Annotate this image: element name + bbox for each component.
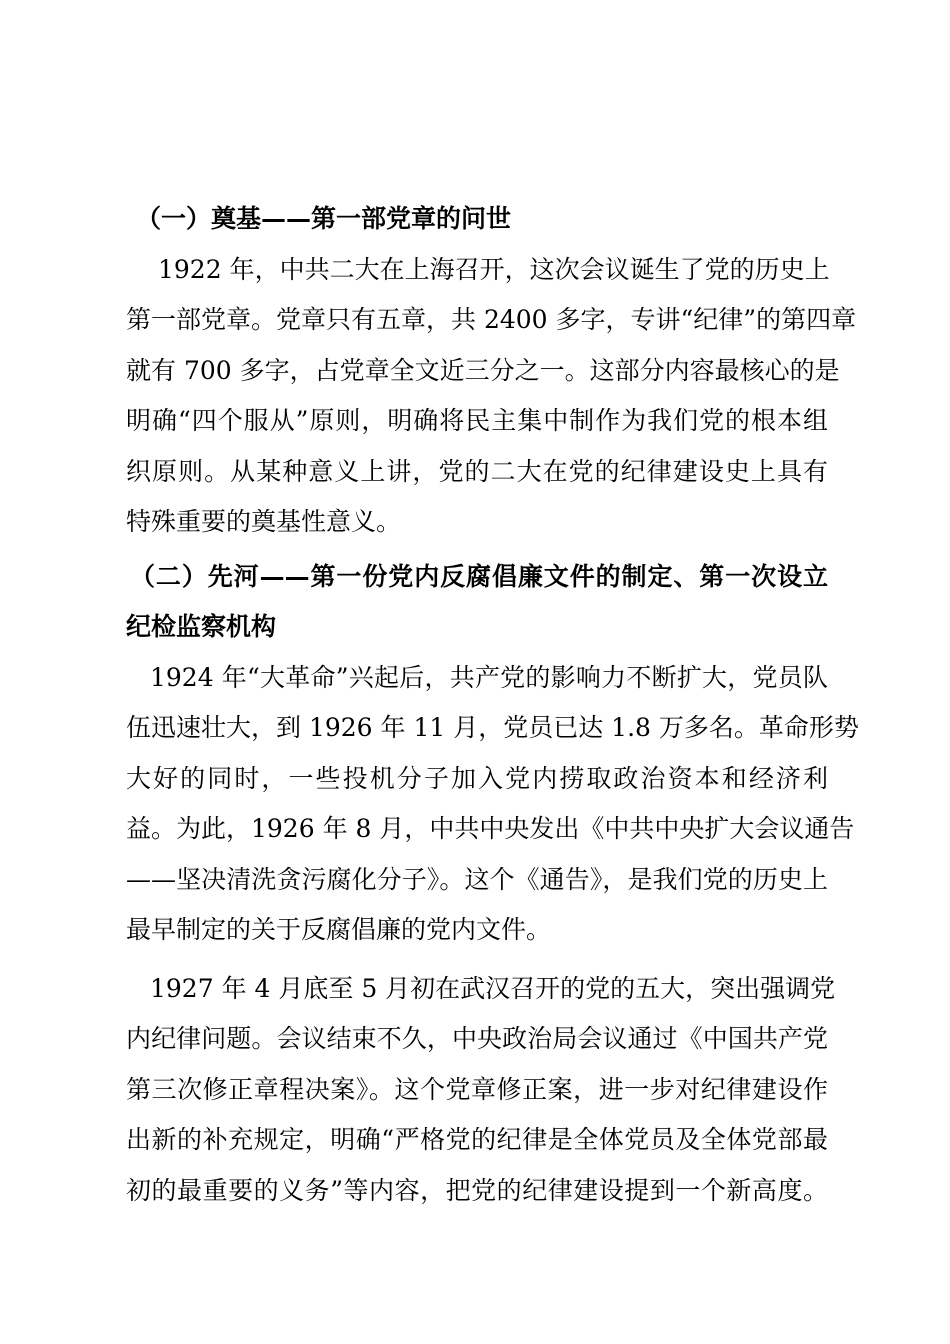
paragraph-line: 第三次修正章程决案》。这个党章修正案，进一步对纪律建设作 [126, 1074, 828, 1104]
document-body [126, 194, 859, 1216]
paragraph-line: 就有 700 多字，占党章全文近三分之一。这部分内容最核心的是 [126, 355, 840, 385]
paragraph-line: 1924 年“大革命”兴起后，共产党的影响力不断扩大，党员队 [150, 662, 828, 692]
paragraph-line: 1922 年，中共二大在上海召开，这次会议诞生了党的历史上 [158, 254, 830, 284]
paragraph-line: 初的最重要的义务”等内容，把党的纪律建设提到一个新高度。 [126, 1175, 828, 1205]
section-heading-line: （二）先河——第一份党内反腐倡廉文件的制定、第一次设立 [130, 561, 828, 591]
paragraph-line: 出新的补充规定，明确“严格党的纪律是全体党员及全体党部最 [126, 1125, 828, 1154]
paragraph-2 [126, 653, 859, 956]
paragraph-line: 特殊重要的奠基性意义。 [126, 507, 402, 536]
paragraph-line: 大好的同时，一些投机分子加入党内捞取政治资本和经济利 [126, 763, 828, 793]
paragraph-line: 最早制定的关于反腐倡廉的党内文件。 [126, 915, 552, 944]
paragraph-3 [126, 964, 836, 1217]
paragraph-line: ——坚决清洗贪污腐化分子》。这个《通告》，是我们党的历史上 [126, 864, 828, 894]
section-heading-line: 纪检监察机构 [126, 612, 277, 641]
paragraph-line: 明确“四个服从”原则，明确将民主集中制作为我们党的根本组 [126, 406, 828, 435]
section-heading-1: （一）奠基——第一部党章的问世 [136, 204, 512, 233]
section-heading-2 [126, 552, 828, 653]
paragraph-1 [126, 245, 857, 548]
paragraph-line: 内纪律问题。会议结束不久，中央政治局会议通过《中国共产党 [126, 1024, 828, 1053]
paragraph-line: 第一部党章。党章只有五章，共 2400 多字，专讲“纪律”的第四章 [126, 305, 857, 334]
paragraph-line: 1927 年 4 月底至 5 月初在武汉召开的党的五大，突出强调党 [150, 973, 836, 1003]
paragraph-line: 益。为此，1926 年 8 月，中共中央发出《中共中央扩大会议通告 [126, 814, 855, 843]
paragraph-line: 织原则。从某种意义上讲，党的二大在党的纪律建设史上具有 [126, 456, 828, 486]
paragraph-line: 伍迅速壮大，到 1926 年 11 月，党员已达 1.8 万多名。革命形势 [126, 713, 859, 742]
